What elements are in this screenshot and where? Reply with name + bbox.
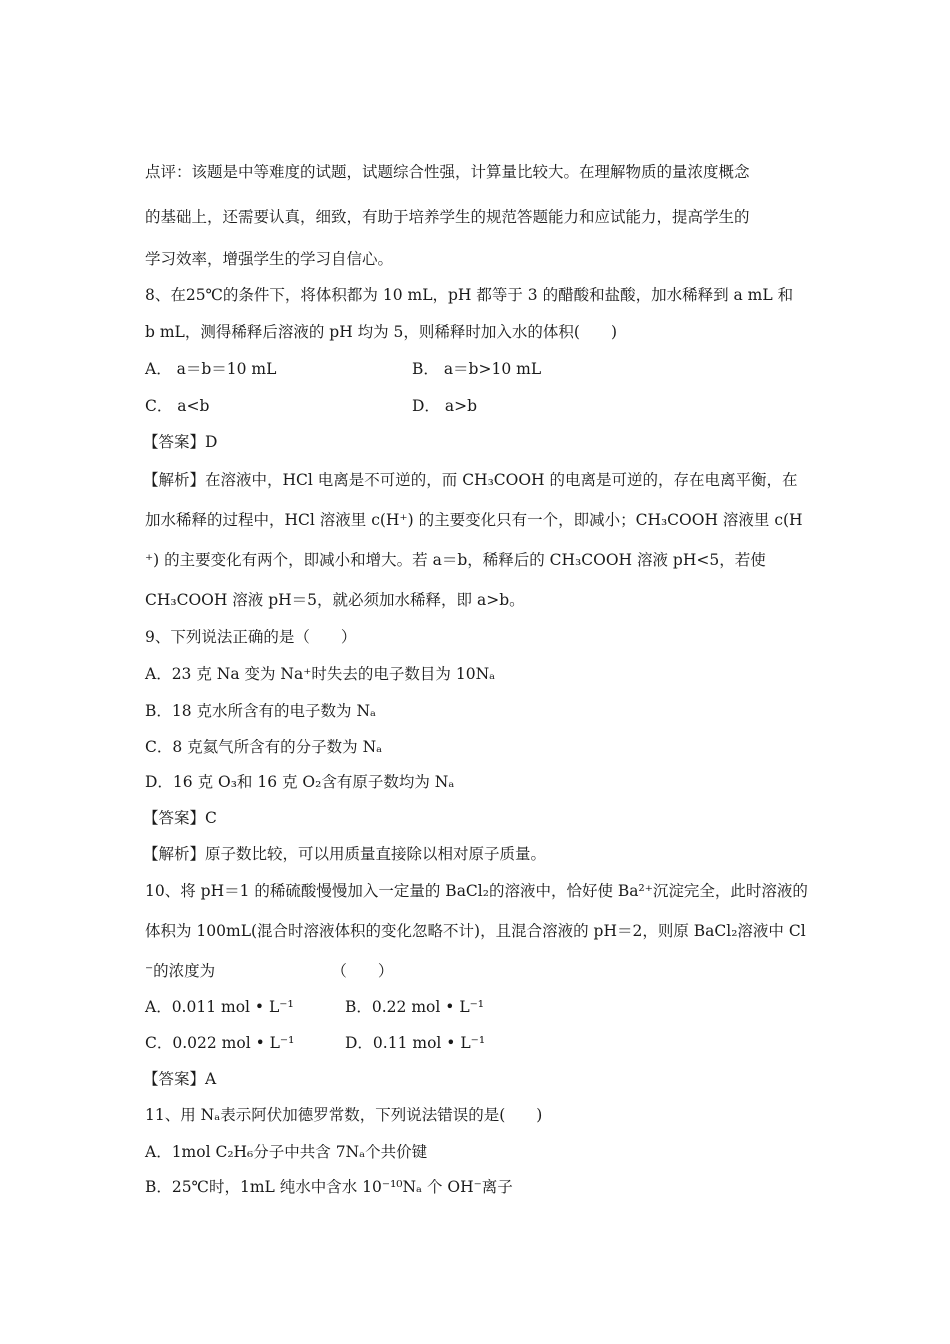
question-8-stem-line-2: b mL，测得稀释后溶液的 pH 均为 5，则稀释时加入水的体积( ) (145, 323, 618, 341)
question-8-answer: 【答案】D (143, 433, 218, 451)
question-9-option-d: D．16 克 O₃和 16 克 O₂含有原子数均为 Nₐ (145, 773, 455, 791)
question-8-analysis-line-4: CH₃COOH 溶液 pH＝5，就必须加水稀释，即 a>b。 (145, 591, 525, 609)
question-10-option-d: D．0.11 mol • L⁻¹ (345, 1034, 486, 1052)
question-9-stem: 9、下列说法正确的是（ ） (145, 628, 357, 646)
question-10-stem-line-1: 10、将 pH＝1 的稀硫酸慢慢加入一定量的 BaCl₂的溶液中，恰好使 Ba²⁺沉淀完全，此时溶液的 (145, 882, 808, 900)
comment-line-3: 学习效率，增强学生的学习自信心。 (145, 250, 394, 268)
question-8-analysis-line-3: ⁺) 的主要变化有两个，即减小和增大。若 a＝b，稀释后的 CH₃COOH 溶液 pH<5，若使 (145, 551, 766, 569)
question-8-analysis-line-1: 【解析】在溶液中，HCl 电离是不可逆的，而 CH₃COOH 的电离是可逆的，存在电离平衡，在 (143, 471, 798, 489)
question-11-option-a: A．1mol C₂H₆分子中共含 7Nₐ个共价键 (145, 1143, 428, 1161)
question-10-option-c: C．0.022 mol • L⁻¹ (145, 1034, 295, 1052)
comment-line-1: 点评：该题是中等难度的试题，试题综合性强，计算量比较大。在理解物质的量浓度概念 (145, 163, 750, 181)
question-10-option-b: B．0.22 mol • L⁻¹ (345, 998, 485, 1016)
question-8-option-b: B． a＝b>10 mL (412, 360, 542, 378)
question-10-option-a: A．0.011 mol • L⁻¹ (145, 998, 294, 1016)
comment-line-2: 的基础上，还需要认真，细致，有助于培养学生的规范答题能力和应试能力，提高学生的 (145, 208, 750, 226)
question-9-option-a: A．23 克 Na 变为 Na⁺时失去的电子数目为 10Nₐ (145, 665, 496, 683)
question-10-answer: 【答案】A (143, 1070, 217, 1088)
question-9-option-c: C．8 克氦气所含有的分子数为 Nₐ (145, 738, 383, 756)
question-11-stem: 11、用 Nₐ表示阿伏加德罗常数，下列说法错误的是( ) (145, 1106, 543, 1124)
question-8-analysis-line-2: 加水稀释的过程中，HCl 溶液里 c(H⁺) 的主要变化只有一个，即减小；CH₃COOH 溶液里 c(H (145, 511, 803, 529)
question-11-option-b: B．25℃时，1mL 纯水中含水 10⁻¹⁰Nₐ 个 OH⁻离子 (145, 1178, 513, 1196)
question-8-option-d: D． a>b (412, 397, 478, 415)
question-10-stem-line-3: ⁻的浓度为 （ ） (145, 962, 394, 980)
question-9-analysis: 【解析】原子数比较，可以用质量直接除以相对原子质量。 (143, 845, 547, 863)
question-8-option-c: C． a<b (145, 397, 210, 415)
question-8-stem-line-1: 8、在25℃的条件下，将体积都为 10 mL，pH 都等于 3 的醋酸和盐酸，加水稀释到 a mL 和 (145, 286, 794, 304)
question-9-answer: 【答案】C (143, 809, 217, 827)
question-10-stem-line-2: 体积为 100mL(混合时溶液体积的变化忽略不计)，且混合溶液的 pH＝2，则原 BaCl₂溶液中 Cl (145, 922, 806, 940)
question-8-option-a: A． a＝b＝10 mL (145, 360, 277, 378)
question-9-option-b: B．18 克水所含有的电子数为 Nₐ (145, 702, 377, 720)
